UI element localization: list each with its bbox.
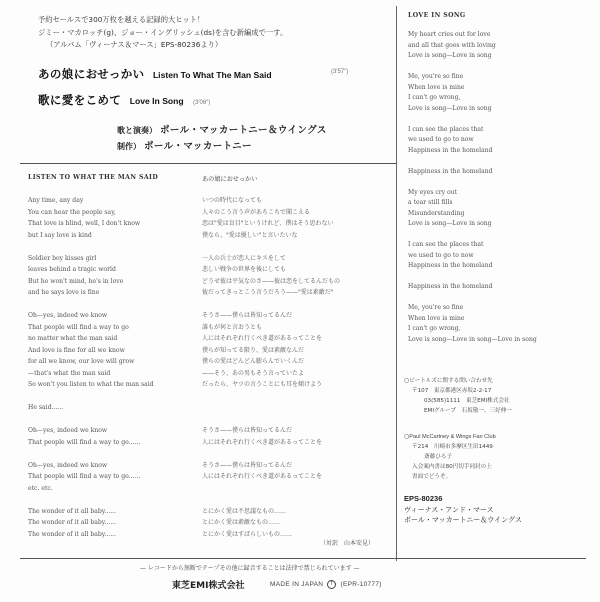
contact-line: EMIグループ 石坂敬一、三好伸一 xyxy=(424,408,512,414)
lyric-line: Me, you're so fine xyxy=(408,73,464,80)
company-name: 東芝EMI株式会社 xyxy=(172,581,245,591)
lyric-line: but I say love is kind xyxy=(28,231,92,239)
lyric-line: for all we know, our love will grow xyxy=(28,358,135,365)
lyric-line: —that's what the man said xyxy=(28,369,111,377)
translation-line: とにかく愛は不思議なもの…… xyxy=(202,507,287,515)
copyright-notice xyxy=(140,563,360,572)
lyric-line: That people will find a way to go xyxy=(28,323,129,331)
notice-text: レコードから無断でテープその他に録音することは法律で禁じられています xyxy=(147,565,352,572)
performer-credit xyxy=(117,122,327,136)
lyric-line: Oh—yes, indeed we know xyxy=(28,312,108,319)
fanclub-line: 書面でどうぞ。 xyxy=(412,474,452,480)
lyric-line xyxy=(28,241,154,253)
song-title-1 xyxy=(38,66,272,82)
contact-line: ○ビートルズに関する問い合わせ先 xyxy=(404,377,493,384)
translation-line: そうさ——僕らは皆知ってるんだ xyxy=(202,312,293,319)
producer-name: ポール・マッカートニー xyxy=(144,141,252,152)
lyric-line xyxy=(28,494,154,506)
notice-dash-icon: — xyxy=(353,565,360,572)
song-title-2 xyxy=(38,92,210,108)
translation-line: 人々のこう言う声があちこちで聞こえる xyxy=(202,208,310,216)
promo-text xyxy=(38,14,287,52)
performer-name: ポール・マッカートニー＆ウイングス xyxy=(160,125,327,136)
translation-line: ——そう、あの男もそう言っていたよ xyxy=(202,369,305,377)
column-divider xyxy=(396,6,397,561)
lyric-line: Love is song—Love in song xyxy=(408,220,492,227)
lyric-line: we used to go to now xyxy=(408,251,474,259)
footer-divider xyxy=(20,558,586,559)
lyric-line: You can hear the people say, xyxy=(28,208,116,216)
lyric-line: When love is mine xyxy=(408,314,465,322)
performer-label: 歌と演奏） xyxy=(117,126,157,135)
made-in-japan xyxy=(270,580,382,589)
translation-line: 恋は"愛は盲目"というけれど、僕はそう思わない xyxy=(202,220,334,227)
promo-line: 予約セールスで300万枚を越える記録的大ヒット！ xyxy=(38,15,205,24)
lyric-line: a tear still fills xyxy=(408,199,453,206)
translation-line xyxy=(202,402,340,414)
lyric-line: Love is song—Love in song—Love in song xyxy=(408,335,537,343)
translation-line: そうさ——僕らは皆知ってるんだ xyxy=(202,427,293,434)
producer-credit xyxy=(117,138,252,152)
lyric-line: But he won't mind, he's in love xyxy=(28,277,124,285)
translation-line xyxy=(202,483,340,495)
lyric-line: So won't you listen to what the man said xyxy=(28,381,154,388)
lyric-line xyxy=(408,156,537,167)
translation-line xyxy=(202,391,340,403)
love-in-song-heading: LOVE IN SONG xyxy=(408,12,466,19)
song-title-en: Listen To What The Man Said xyxy=(152,70,272,80)
translation-line: どうせ彼は平気なのさ——彼は恋をしてるんだもの xyxy=(202,277,341,285)
lyric-line xyxy=(408,230,537,241)
lyric-line: Happiness in the homeland xyxy=(408,262,493,269)
lyric-line xyxy=(408,62,537,73)
lyric-line: Misunderstanding xyxy=(408,209,465,217)
song-title-en: Love In Song xyxy=(129,96,184,106)
lyric-line: Soldier boy kisses girl xyxy=(28,254,97,262)
lyric-line xyxy=(28,391,154,403)
catalog-number: EPS-80236 xyxy=(404,494,443,503)
translation-line: 一人の兵士が恋人にキスをして xyxy=(202,254,286,262)
fan-club-info xyxy=(404,432,496,482)
divider xyxy=(20,163,396,164)
lyric-line: Me, you're so fine xyxy=(408,304,464,311)
artist-name: ポール・マッカートニー＆ウイングス xyxy=(404,516,522,524)
song-duration-2: (3′06″) xyxy=(193,100,211,106)
lyrics-heading-en: LISTEN TO WHAT THE MAN SAID xyxy=(28,174,159,181)
lyric-line: My heart cries out for love xyxy=(408,31,491,38)
translation-line: 誰もが何と言おうとも xyxy=(202,323,263,331)
disc-info xyxy=(404,494,522,526)
song-title-jp: あの娘におせっかい xyxy=(38,67,145,81)
lyrics-translation xyxy=(202,195,340,540)
promo-line: （アルバム「ヴィーナス＆マース」EPS-80236より） xyxy=(46,40,223,49)
lyric-line xyxy=(28,448,154,460)
producer-label: 制作） xyxy=(117,142,141,151)
lyric-line: Love is song—Love in song xyxy=(408,104,492,112)
lyric-line: Any time, any day xyxy=(28,197,84,204)
lyric-line: Happiness in the homeland xyxy=(408,283,493,290)
lyric-line: He said...... xyxy=(28,404,64,411)
toshiba-mark-icon: T xyxy=(327,580,336,589)
translator-credit: （対訳 山本安見） xyxy=(320,540,375,547)
translation-line: 悲しい戦争の世界を後にしても xyxy=(202,266,287,273)
translation-line: 人にはそれぞれ行くべき道があるってことを xyxy=(202,438,323,446)
lyric-line: The wonder of it all baby...... xyxy=(28,507,117,515)
translation-line: 人にはそれぞれ行くべき道があるってことを xyxy=(202,335,323,342)
lyric-line: When love is mine xyxy=(408,83,465,91)
lyric-line: leaves behind a tragic world xyxy=(28,266,116,273)
lyric-line: That people will find a way to go...... xyxy=(28,438,141,446)
lyric-line xyxy=(408,293,537,304)
translation-line xyxy=(202,299,340,311)
song-duration-1: (3′57″) xyxy=(331,69,349,75)
fanclub-line: 斎藤ひろ子 xyxy=(424,454,452,460)
love-in-song-lyrics xyxy=(408,30,537,345)
lyrics-heading-jp: あの娘におせっかい xyxy=(202,176,258,183)
made-in-label: MADE IN JAPAN xyxy=(270,581,324,589)
translation-line xyxy=(202,448,340,460)
lyric-line: That people will find a way to go...... xyxy=(28,473,141,480)
fanclub-line: ○Paul McCartney & Wings Fan Club xyxy=(404,433,496,440)
lyric-line: Oh—yes, indeed we know xyxy=(28,461,108,469)
translation-line xyxy=(202,241,340,253)
release-number: (EPR-10777) xyxy=(340,581,382,589)
lyric-line: I can see the places that xyxy=(408,241,484,248)
lyric-line: That love is blind, well, I don't know xyxy=(28,220,141,227)
lyric-line: etc. etc. xyxy=(28,484,53,492)
lyric-line: Oh—yes, indeed we know xyxy=(28,427,108,434)
lyric-line xyxy=(28,299,154,311)
translation-line: 僕らが知ってる限り、愛は素敵なんだ xyxy=(202,346,305,354)
notice-dash-icon: — xyxy=(140,565,146,572)
lyric-line: And love is fine for all we know xyxy=(28,346,125,354)
lyric-line: and he says love is fine xyxy=(28,289,100,296)
lyric-line: I can see the places that xyxy=(408,125,484,133)
translation-line: とにかく愛はすばらしいもの…… xyxy=(202,530,293,538)
lyric-line: we used to go to now xyxy=(408,136,474,143)
translation-line: とにかく愛は素敵なもの…… xyxy=(202,519,281,526)
lyric-line xyxy=(408,177,537,188)
lyric-line: and all that goes with loving xyxy=(408,41,496,49)
lyric-line: I can't go wrong, xyxy=(408,94,461,101)
translation-line: そうさ——僕らは皆知ってるんだ xyxy=(202,461,293,469)
lyric-line xyxy=(408,272,537,283)
contact-line: 03(585)1111 東芝EMI株式会社 xyxy=(424,398,510,404)
lyric-line xyxy=(28,414,154,426)
bullet-icon: ○ xyxy=(404,433,410,440)
lyric-line: Happiness in the homeland xyxy=(408,146,493,154)
lyric-line: The wonder of it all baby...... xyxy=(28,519,117,526)
translation-line: 彼だってきっとこう言うだろう——"愛は素敵だ" xyxy=(202,289,334,296)
song-title-jp: 歌に愛をこめて xyxy=(38,93,122,107)
translation-line: 人にはそれぞれ行くべき道があるってことを xyxy=(202,473,323,480)
lyric-line: My eyes cry out xyxy=(408,188,458,196)
lyric-line: Love is song—Love in song xyxy=(408,52,492,59)
lyric-line: no matter what the man said xyxy=(28,335,118,342)
album-title: ヴィーナス・アンド・マース xyxy=(404,505,494,514)
translation-line: 僕なら、"愛は優しい"と言いたいな xyxy=(202,231,298,239)
translation-line: だったら、ヤツの言うことにも耳を傾けよう xyxy=(202,381,323,388)
promo-line: ジミー・マカロッチ(g)、ジョー・イングリッシュ(ds)を含む新編成で一す。 xyxy=(38,27,288,37)
fanclub-line: 〒214 川崎市多摩区生田1449 xyxy=(412,444,493,450)
lyric-line xyxy=(408,114,537,125)
lyric-line: The wonder of it all baby...... xyxy=(28,530,117,538)
translation-line xyxy=(202,494,340,506)
translation-line: 僕らの愛はどんどん膨らんでいくんだ xyxy=(202,358,305,365)
lyric-line: I can't go wrong, xyxy=(408,325,461,332)
lyric-line: Happiness in the homeland xyxy=(408,167,493,175)
beatles-contact-info xyxy=(404,376,512,416)
bullet-icon: ○ xyxy=(404,377,410,384)
fanclub-line: 入会案内書は80円切手同封の上 xyxy=(412,464,492,470)
contact-line: 〒107 東京都港区赤坂2-2-17 xyxy=(412,388,492,394)
translation-line xyxy=(202,414,340,426)
translation-line: いつの時代になっても xyxy=(202,197,263,204)
lyrics-english xyxy=(28,195,154,540)
